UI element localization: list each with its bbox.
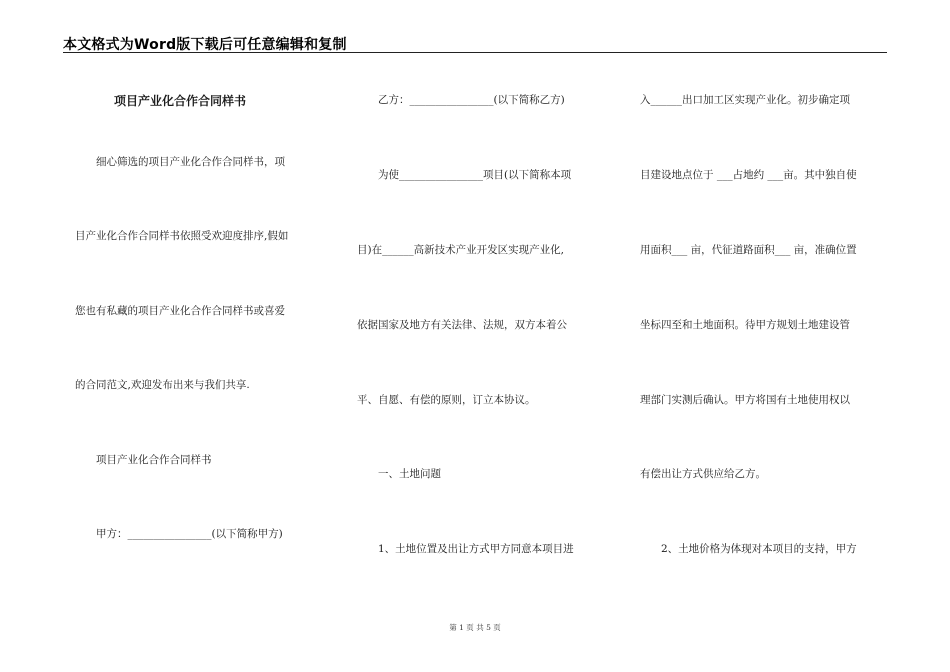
col3-line-7: 2、土地价格为体现对本项目的支持，甲方 <box>661 543 857 555</box>
col3-line-1: 入______出口加工区实现产业化。初步确定项 <box>640 94 850 106</box>
col1-line-6: 甲方：________________(以下简称甲方) <box>96 528 283 540</box>
col2-line-2: 为使________________项目(以下简称本项 <box>378 169 572 181</box>
col2-line-5: 平、自愿、有偿的原则，订立本协议。 <box>357 394 536 406</box>
col2-line-4: 依据国家及地方有关法律、法规，双方本着公 <box>357 319 567 331</box>
document-title: 项目产业化合作合同样书 <box>114 94 247 108</box>
col1-line-2: 目产业化合作合同样书依照受欢迎度排序,假如 <box>75 230 289 242</box>
document-header-title: 本文格式为Word版下载后可任意编辑和复制 <box>63 37 347 53</box>
col1-line-5: 项目产业化合作合同样书 <box>96 454 212 466</box>
col3-line-6: 有偿出让方式供应给乙方。 <box>640 468 766 480</box>
col1-line-4: 的合同范文,欢迎发布出来与我们共享. <box>75 379 250 391</box>
col3-line-3: 用面积___ 亩，代征道路面积___ 亩，准确位置 <box>640 244 857 256</box>
header-divider <box>63 52 887 53</box>
col3-line-2: 目建设地点位于 ___占地约 ___亩。其中独自使 <box>640 169 857 181</box>
col3-line-5: 理部门实测后确认。甲方将国有土地使用权以 <box>640 394 850 406</box>
col2-line-3: 目)在______高新技术产业开发区实现产业化, <box>357 244 564 256</box>
col1-line-3: 您也有私藏的项目产业化合作合同样书或喜爱 <box>75 305 285 317</box>
col2-line-7: 1、土地位置及出让方式甲方同意本项目进 <box>378 543 574 555</box>
col3-line-4: 坐标四至和土地面积。待甲方规划土地建设管 <box>640 319 850 331</box>
col2-line-6: 一、土地问题 <box>378 468 441 480</box>
page-number: 第 1 页 共 5 页 <box>449 623 501 632</box>
col2-line-1: 乙方：________________(以下简称乙方) <box>378 94 565 106</box>
col1-line-1: 细心筛选的项目产业化合作合同样书，项 <box>96 156 285 168</box>
